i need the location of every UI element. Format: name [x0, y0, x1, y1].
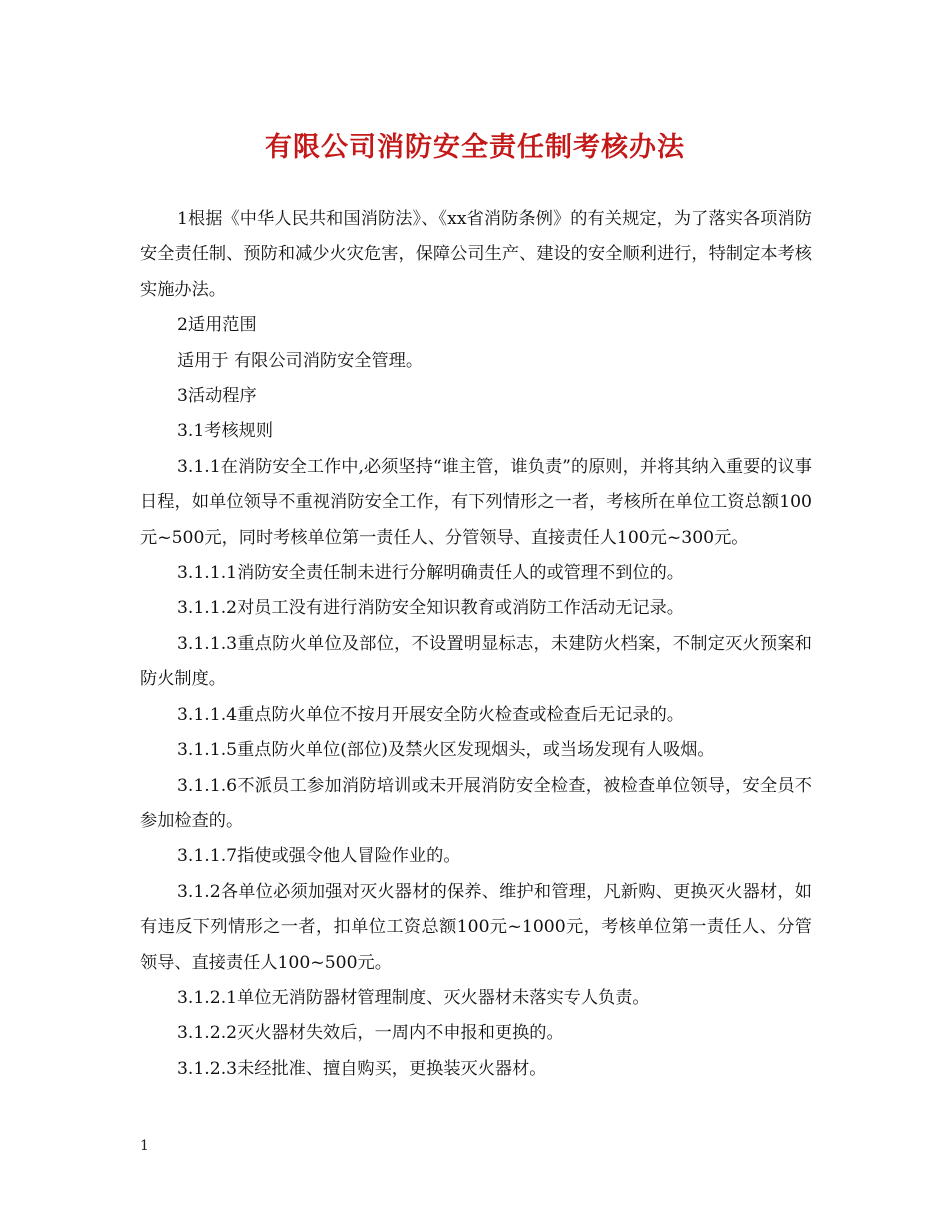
paragraph-rule-3-1-1-4: 3.1.1.4重点防火单位不按月开展安全防火检查或检查后无记录的。: [176, 704, 684, 725]
paragraph-scope-heading: 2适用范围: [176, 315, 257, 336]
paragraph-rule-3-1-1-7: 3.1.1.7指使或强令他人冒险作业的。: [176, 846, 461, 867]
paragraph-rule-3-1-2-1: 3.1.2.1单位无消防器材管理制度、灭火器材未落实专人负责。: [176, 987, 650, 1008]
paragraph-rule-3-1-2-2: 3.1.2.2灭火器材失效后，一周内不申报和更换的。: [176, 1023, 564, 1044]
paragraph-rule-3-1-2: 3.1.2各单位必须加强对灭火器材的保养、维护和管理，凡新购、更换灭火器材，如有违反下列情形之一者，扣单位工资总额100元~1000元，考核单位第一责任人、分管领导、直接责任人100~500元。: [140, 881, 812, 973]
paragraph-rule-3-1-1-1: 3.1.1.1消防安全责任制未进行分解明确责任人的或管理不到位的。: [176, 563, 684, 584]
paragraph-scope: 适用于 有限公司消防安全管理。: [176, 350, 424, 371]
paragraph-rule-3-1-2-3: 3.1.2.3未经批准、擅自购买，更换装灭火器材。: [176, 1058, 547, 1079]
paragraph-purpose: 1根据《中华人民共和国消防法》、《xx省消防条例》的有关规定，为了落实各项消防安全责任制、预防和减少火灾危害，保障公司生产、建设的安全顺利进行，特制定本考核实施办法。: [140, 209, 812, 300]
paragraph-rule-3-1-1-2: 3.1.1.2对员工没有进行消防安全知识教育或消防工作活动无记录。: [176, 598, 684, 619]
paragraph-rules-heading: 3.1考核规则: [176, 421, 274, 442]
paragraph-procedure-heading: 3活动程序: [176, 386, 257, 407]
paragraph-rule-3-1-1-6: 3.1.1.6不派员工参加消防培训或未开展消防安全检查，被检查单位领导，安全员不参加检查的。: [140, 775, 812, 831]
page-number: 1: [140, 1138, 149, 1154]
document-title: 有限公司消防安全责任制考核办法: [265, 132, 685, 163]
paragraph-rule-3-1-1-3: 3.1.1.3重点防火单位及部位，不设置明显标志，未建防火档案，不制定灭火预案和防火制度。: [140, 633, 812, 690]
document-body: [140, 202, 812, 1087]
paragraph-rule-3-1-1: 3.1.1在消防安全工作中,必须坚持“谁主管，谁负责”的原则，并将其纳入重要的议事日程，如单位领导不重视消防安全工作，有下列情形之一者，考核所在单位工资总额100元~500元，同时考核单位第一责任人、分管领导、直接责任人100元~300元。: [140, 456, 812, 548]
paragraph-rule-3-1-1-5: 3.1.1.5重点防火单位(部位)及禁火区发现烟头，或当场发现有人吸烟。: [176, 740, 715, 761]
